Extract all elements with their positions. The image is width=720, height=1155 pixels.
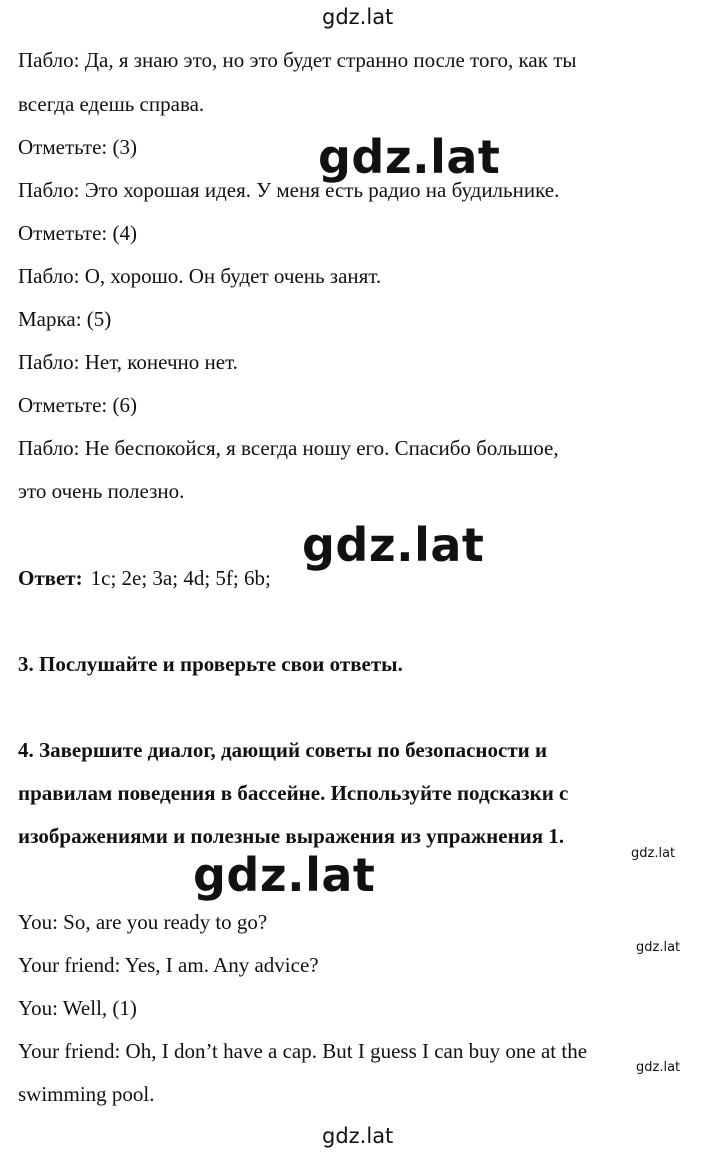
english-dialogue-line: swimming pool.: [18, 1082, 155, 1106]
dialogue-line: Отметьте: (4): [18, 221, 137, 245]
dialogue-line: всегда едешь справа.: [18, 92, 205, 116]
answer-values: 1c; 2e; 3a; 4d; 5f; 6b;: [90, 566, 271, 590]
watermark-large: gdz.lat: [302, 518, 485, 572]
watermark-header: gdz.lat: [322, 5, 394, 29]
english-dialogue-line: You: Well, (1): [18, 996, 137, 1020]
dialogue-line: Пабло: Это хорошая идея. У меня есть радио на будильнике.: [18, 178, 560, 202]
dialogue-line: Пабло: Нет, конечно нет.: [18, 350, 238, 374]
english-dialogue-line: You: So, are you ready to go?: [18, 910, 268, 934]
dialogue-line: это очень полезно.: [18, 479, 185, 503]
english-dialogue-line: Your friend: Oh, I don’t have a cap. But I guess I can buy one at the: [18, 1039, 588, 1063]
task-3-heading: 3. Послушайте и проверьте свои ответы.: [18, 652, 403, 676]
watermark-footer: gdz.lat: [322, 1124, 394, 1148]
task-4-heading-line: правилам поведения в бассейне. Используйте подсказки с: [18, 781, 569, 805]
watermark-large: gdz.lat: [193, 848, 376, 902]
dialogue-line: Пабло: О, хорошо. Он будет очень занят.: [18, 264, 382, 288]
watermark-small: gdz.lat: [636, 940, 681, 955]
dialogue-line: Пабло: Да, я знаю это, но это будет странно после того, как ты: [18, 48, 577, 72]
watermark-small: gdz.lat: [631, 846, 676, 861]
task-4-heading-line: 4. Завершите диалог, дающий советы по безопасности и: [18, 738, 548, 762]
dialogue-line: Пабло: Не беспокойся, я всегда ношу его. Спасибо большое,: [18, 436, 559, 460]
answer-label: Ответ:: [18, 566, 83, 590]
watermark-small: gdz.lat: [636, 1060, 681, 1075]
watermark-large: gdz.lat: [318, 130, 501, 184]
dialogue-line: Отметьте: (6): [18, 393, 137, 417]
task-4-heading-line: изображениями и полезные выражения из упражнения 1.: [18, 824, 565, 848]
answer-line: [18, 565, 271, 591]
dialogue-line: Марка: (5): [18, 307, 112, 331]
english-dialogue-line: Your friend: Yes, I am. Any advice?: [18, 953, 319, 977]
dialogue-line: Отметьте: (3): [18, 135, 137, 159]
